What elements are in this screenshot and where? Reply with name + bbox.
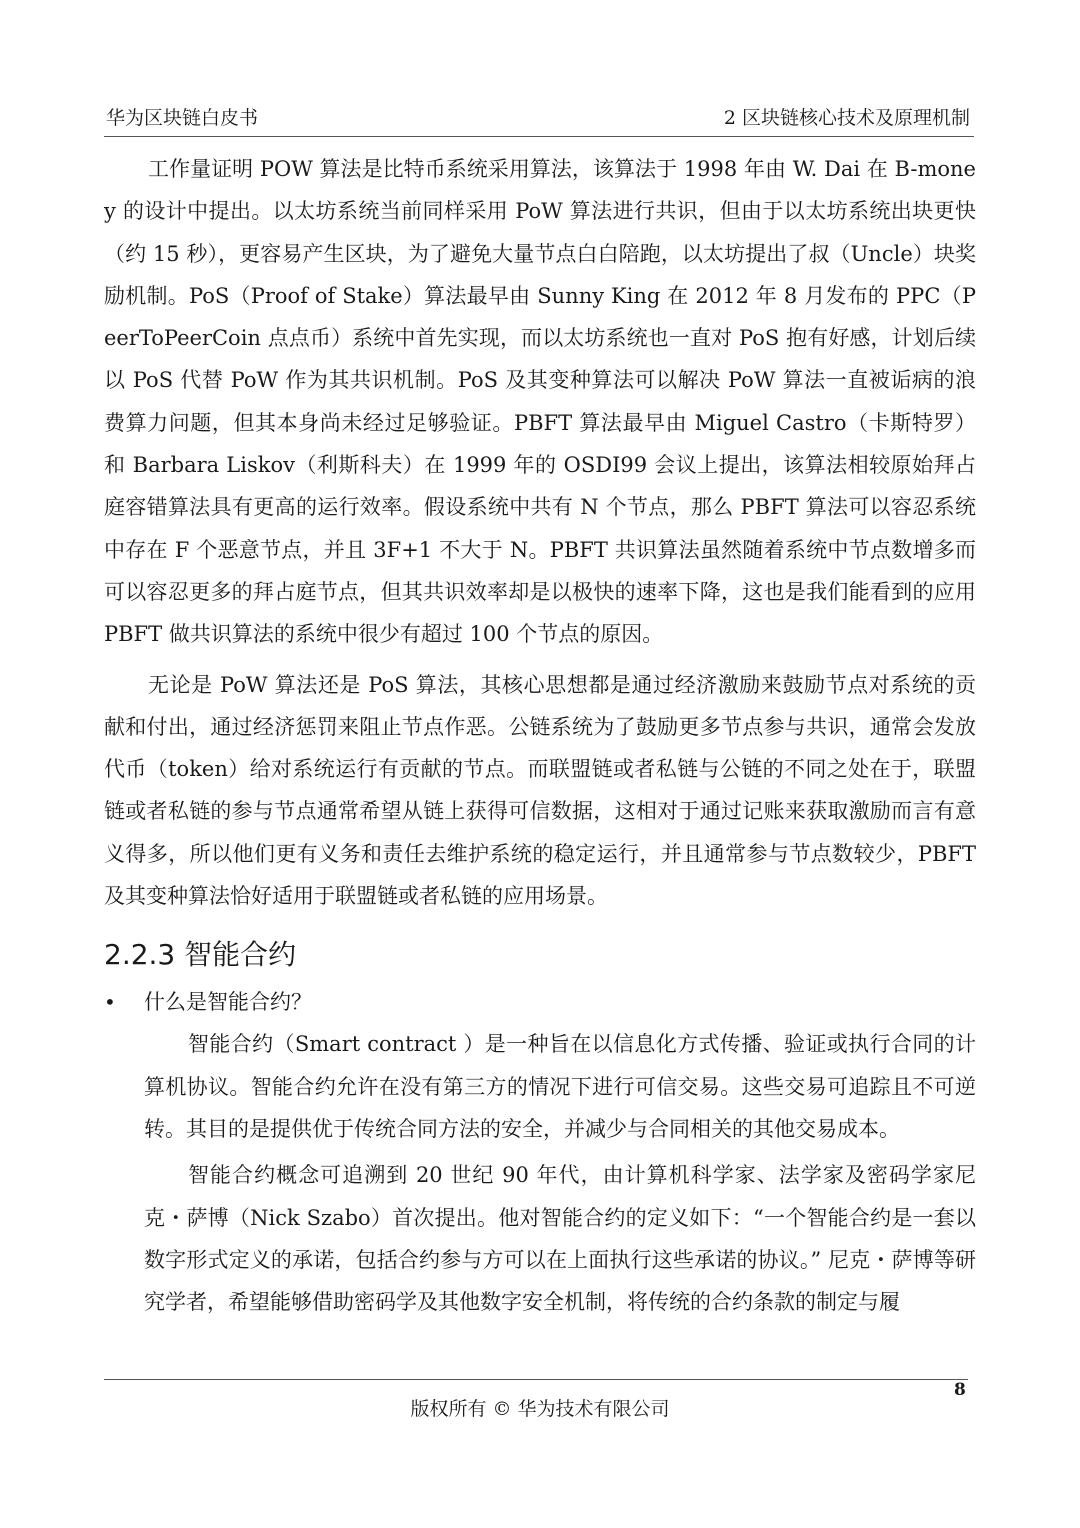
bullet-item (104, 981, 976, 1023)
header-chapter-title: 2 区块链核心技术及原理机制 (723, 107, 970, 129)
bullet-text: 什么是智能合约？ (144, 990, 312, 1015)
page-body (104, 148, 976, 1323)
bullet-icon: • (104, 990, 116, 1015)
header-document-title: 华为区块链白皮书 (106, 107, 259, 129)
section-heading-smart-contract: 2.2.3 智能合约 (104, 938, 297, 972)
footer-copyright: 版权所有 © 华为技术有限公司 (410, 1398, 670, 1420)
page-header (104, 102, 974, 137)
paragraph-smart-contract-definition: 智能合约（Smart contract ）是一种旨在以信息化方式传播、验证或执行合同的计算机协议。智能合约允许在没有第三方的情况下进行可信交易。这些交易可追踪且不可逆转。其目的是提供优于传统合同方法的安全，并减少与合同相关的其他交易成本。 (144, 1032, 976, 1141)
footer-divider (104, 1379, 968, 1380)
paragraph-consensus-algorithms: 工作量证明 POW 算法是比特币系统采用算法，该算法于 1998 年由 W. Dai 在 B-money 的设计中提出。以太坊系统当前同样采用 PoW 算法进行共识，但由于以太坊系统出块更快（约 15 秒），更容易产生区块，为了避免大量节点白白陪跑，以太坊提出了叔（Uncle）块奖励机制。PoS（Proof of Stake）算法最早由 Sunny King 在 2012 年 8 月发布的 PPC（PeerToPeerCoin 点点币）系统中首先实现，而以太坊系统也一直对 PoS 抱有好感，计划后续以 PoS 代替 PoW 作为其共识机制。PoS 及其变种算法可以解决 PoW 算法一直被诟病的浪费算力问题，但其本身尚未经过足够验证。PBFT 算法最早由 Miguel Castro（卡斯特罗）和 Barbara Liskov（利斯科夫）在 1999 年的 OSDI99 会议上提出，该算法相较原始拜占庭容错算法具有更高的运行效率。假设系统中共有 N 个节点，那么 PBFT 算法可以容忍系统中存在 F 个恶意节点，并且 3F+1 不大于 N。PBFT 共识算法虽然随着系统中节点数增多而可以容忍更多的拜占庭节点，但其共识效率却是以极快的速率下降，这也是我们能看到的应用 PBFT 做共识算法的系统中很少有超过 100 个节点的原因。 (104, 157, 976, 647)
paragraph-smart-contract-history: 智能合约概念可追溯到 20 世纪 90 年代，由计算机科学家、法学家及密码学家尼克・萨博（Nick Szabo）首次提出。他对智能合约的定义如下：“一个智能合约是一套以数字形式定义的承诺，包括合约参与方可以在上面执行这些承诺的协议。” 尼克・萨博等研究学者，希望能够借助密码学及其他数字安全机制，将传统的合约条款的制定与履 (144, 1163, 976, 1315)
paragraph-economic-incentives: 无论是 PoW 算法还是 PoS 算法，其核心思想都是通过经济激励来鼓励节点对系统的贡献和付出，通过经济惩罚来阻止节点作恶。公链系统为了鼓励更多节点参与共识，通常会发放代币（token）给对系统运行有贡献的节点。而联盟链或者私链与公链的不同之处在于，联盟链或者私链的参与节点通常希望从链上获得可信数据，这相对于通过记账来获取激励而言有意义得多，所以他们更有义务和责任去维护系统的稳定运行，并且通常参与节点数较少，PBFT 及其变种算法恰好适用于联盟链或者私链的应用场景。 (104, 672, 976, 909)
page-number: 8 (954, 1380, 966, 1400)
